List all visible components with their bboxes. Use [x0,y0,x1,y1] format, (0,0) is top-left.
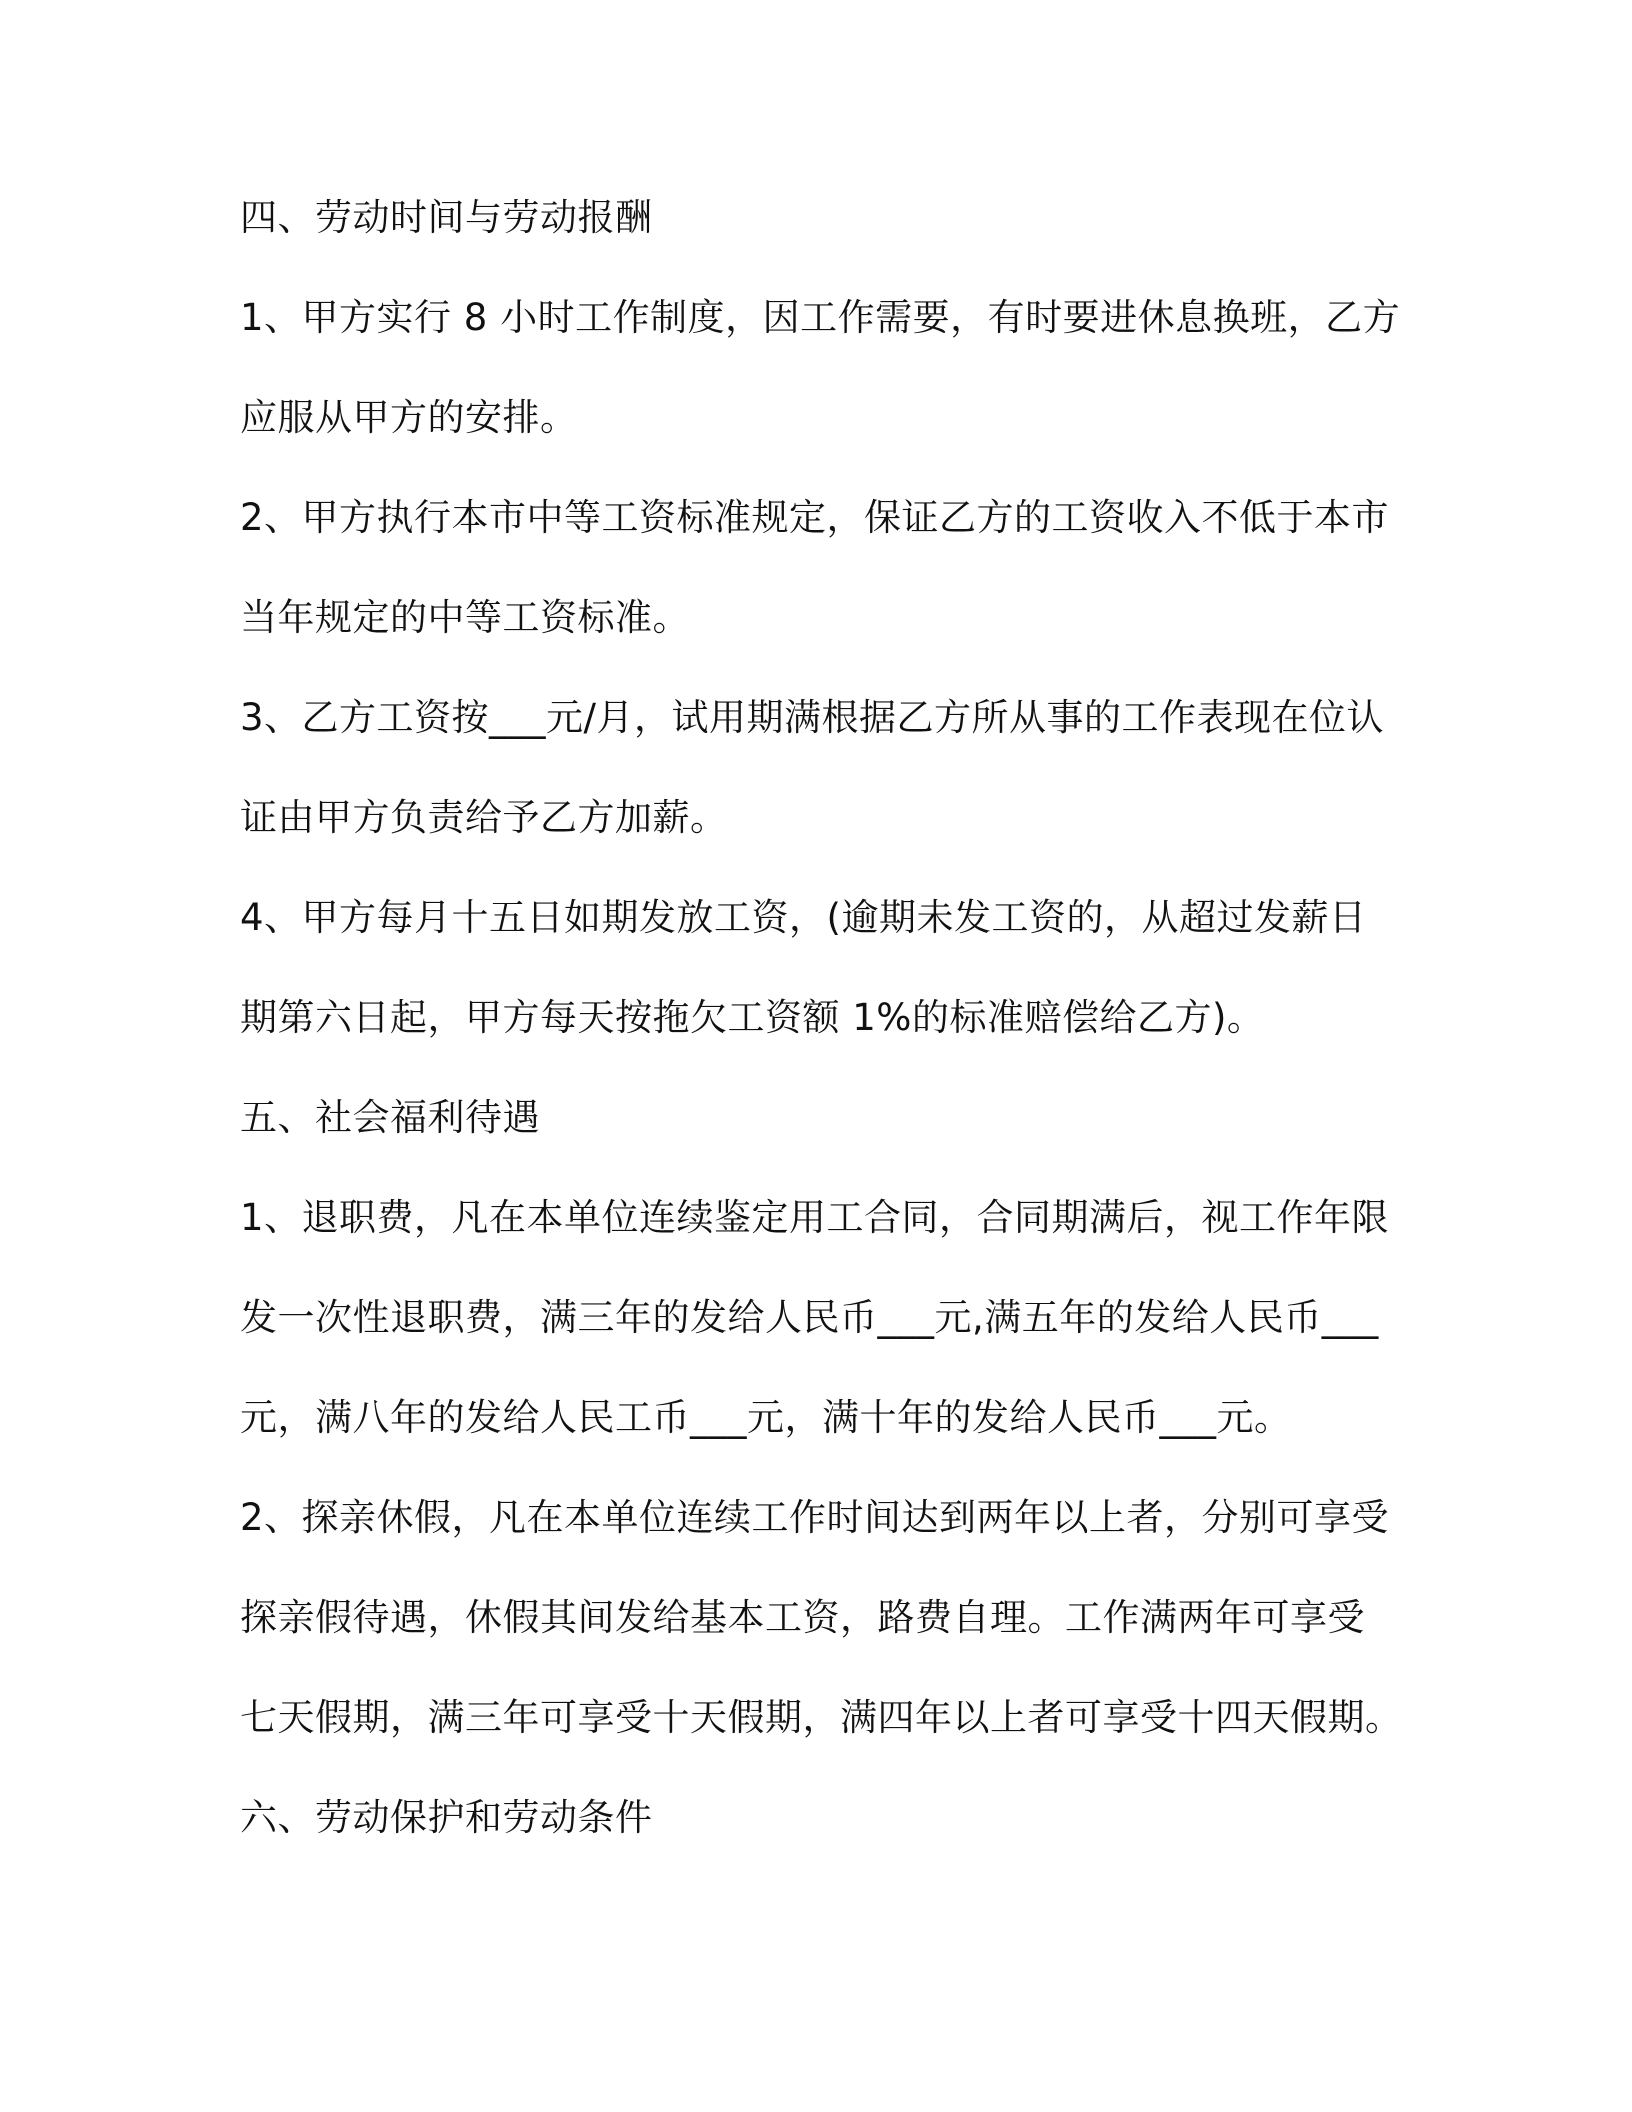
paragraph-line: 发一次性退职费，满三年的发给人民币___元,满五年的发给人民币___ [240,1296,1379,1339]
paragraph-line: 期第六日起，甲方每天按拖欠工资额 1%的标准赔偿给乙方)。 [240,996,1265,1039]
paragraph-line: 元，满八年的发给人民工币___元，满十年的发给人民币___元。 [240,1396,1292,1439]
paragraph-line: 3、乙方工资按___元/月，试用期满根据乙方所从事的工作表现在位认 [240,696,1385,739]
paragraph-line: 应服从甲方的安排。 [240,396,578,439]
section-heading-5: 五、社会福利待遇 [240,1096,540,1139]
paragraph-line: 当年规定的中等工资标准。 [240,596,690,639]
paragraph-line: 证由甲方负责给予乙方加薪。 [240,796,728,839]
paragraph-line: 2、甲方执行本市中等工资标准规定，保证乙方的工资收入不低于本市 [240,496,1390,539]
paragraph-line: 探亲假待遇，休假其间发给基本工资，路费自理。工作满两年可享受 [240,1596,1365,1639]
section-heading-4: 四、劳动时间与劳动报酬 [240,196,653,239]
paragraph-line: 4、甲方每月十五日如期发放工资，(逾期未发工资的，从超过发薪日 [240,896,1367,939]
paragraph-line: 1、甲方实行 8 小时工作制度，因工作需要，有时要进休息换班，乙方 [240,296,1401,339]
section-heading-6: 六、劳动保护和劳动条件 [240,1796,653,1839]
paragraph-line: 1、退职费，凡在本单位连续鉴定用工合同，合同期满后，视工作年限 [240,1196,1390,1239]
paragraph-line: 七天假期，满三年可享受十天假期，满四年以上者可享受十四天假期。 [240,1696,1403,1739]
paragraph-line: 2、探亲休假，凡在本单位连续工作时间达到两年以上者，分别可享受 [240,1496,1390,1539]
